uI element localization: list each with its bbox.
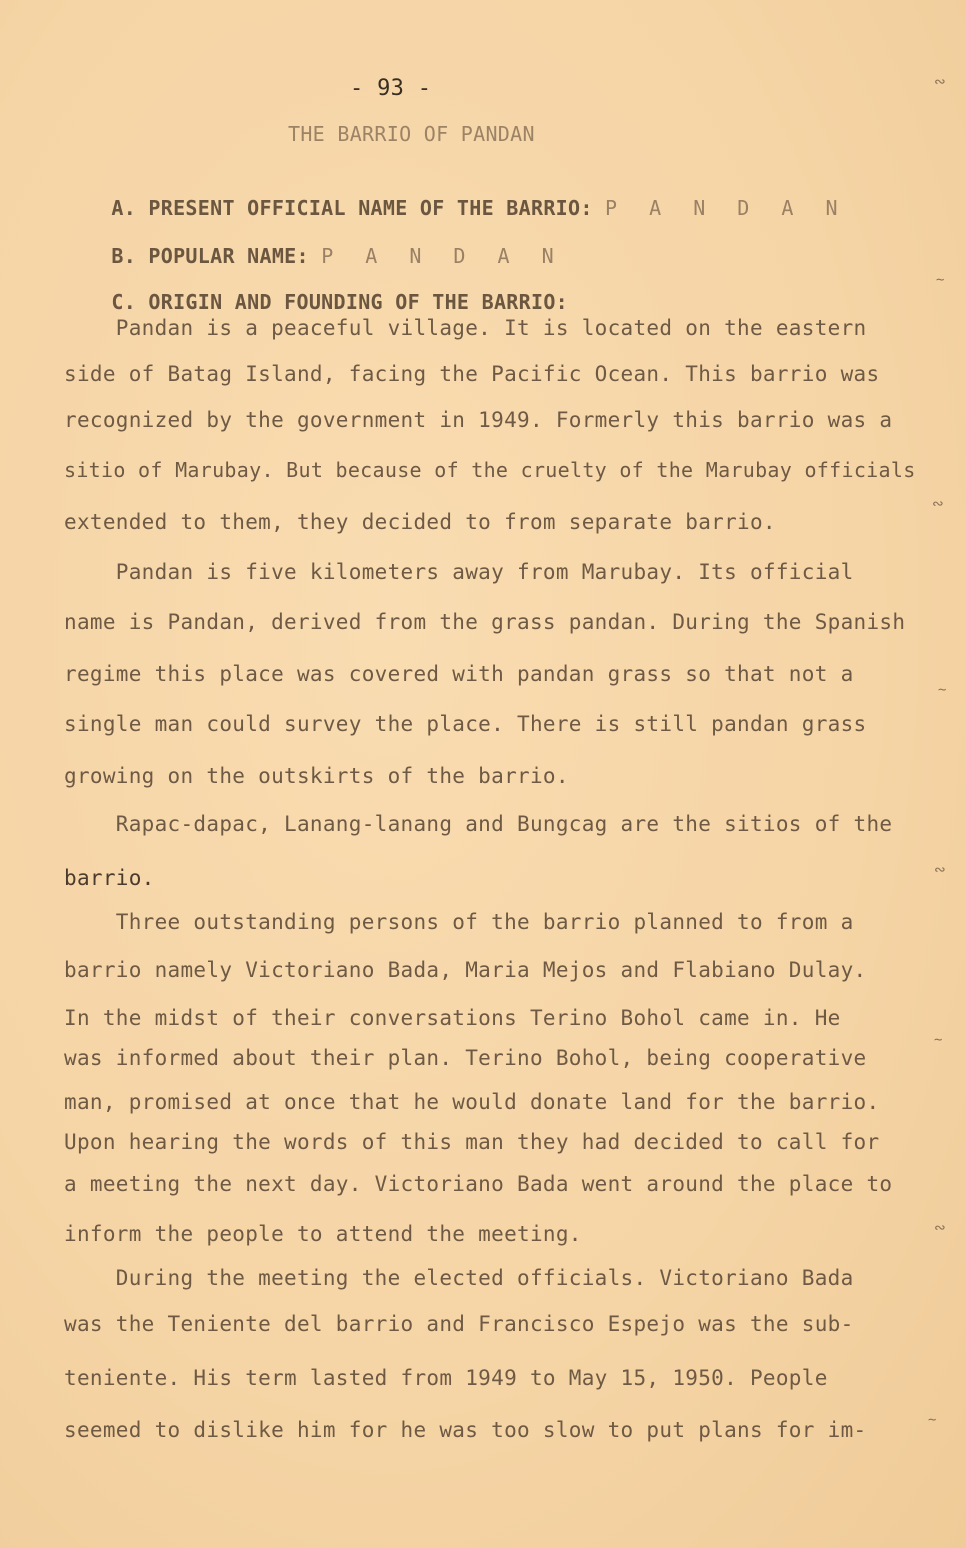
body-line: In the midst of their conversations Terino Bohol came in. He: [64, 1006, 841, 1030]
page-number: - 93 -: [350, 76, 432, 101]
body-line: growing on the outskirts of the barrio.: [64, 764, 569, 788]
margin-mark: ∾: [934, 74, 946, 90]
body-line: Rapac-dapac, Lanang-lanang and Bungcag are the sitios of the: [64, 812, 893, 836]
body-line: regime this place was covered with pandan grass so that not a: [64, 662, 854, 686]
body-line: recognized by the government in 1949. Formerly this barrio was a: [64, 408, 893, 432]
body-line: Pandan is a peaceful village. It is located on the eastern: [64, 316, 867, 340]
margin-mark: ∾: [934, 1220, 946, 1236]
body-line: barrio.: [64, 866, 155, 890]
body-line: Upon hearing the words of this man they had decided to call for: [64, 1130, 880, 1154]
margin-mark: ∼: [928, 1412, 937, 1428]
body-line: barrio namely Victoriano Bada, Maria Mejos and Flabiano Dulay.: [64, 958, 867, 982]
heading-label: POPULAR NAME:: [148, 244, 309, 268]
margin-mark: ∾: [934, 862, 946, 878]
heading-prefix: C.: [111, 290, 137, 314]
margin-mark: ∼: [936, 272, 945, 288]
body-line: a meeting the next day. Victoriano Bada went around the place to: [64, 1172, 893, 1196]
heading-value: P A N D A N: [321, 244, 564, 268]
body-line: During the meeting the elected officials. Victoriano Bada: [64, 1266, 854, 1290]
body-line: Pandan is five kilometers away from Marubay. Its official: [64, 560, 854, 584]
body-line: seemed to dislike him for he was too slow to put plans for im-: [64, 1418, 867, 1442]
body-line: side of Batag Island, facing the Pacific Ocean. This barrio was: [64, 362, 880, 386]
margin-mark: ∾: [932, 496, 944, 512]
heading-prefix: A.: [111, 196, 137, 220]
heading-label: ORIGIN AND FOUNDING OF THE BARRIO:: [148, 290, 569, 314]
body-line: inform the people to attend the meeting.: [64, 1222, 582, 1246]
body-line: extended to them, they decided to from separate barrio.: [64, 510, 776, 534]
margin-mark: ∼: [934, 1032, 943, 1048]
heading-value: P A N D A N: [605, 196, 848, 220]
heading-label: PRESENT OFFICIAL NAME OF THE BARRIO:: [148, 196, 593, 220]
body-line: single man could survey the place. There is still pandan grass: [64, 712, 867, 736]
body-line: man, promised at once that he would donate land for the barrio.: [64, 1090, 880, 1114]
body-line: name is Pandan, derived from the grass pandan. During the Spanish: [64, 610, 906, 634]
body-line: was informed about their plan. Terino Bohol, being cooperative: [64, 1046, 867, 1070]
body-line: Three outstanding persons of the barrio planned to from a: [64, 910, 854, 934]
margin-mark: ∼: [938, 682, 947, 698]
page-title: THE BARRIO OF PANDAN: [288, 122, 535, 146]
body-line: teniente. His term lasted from 1949 to May 15, 1950. People: [64, 1366, 828, 1390]
heading-prefix: B.: [111, 244, 137, 268]
body-line: was the Teniente del barrio and Francisco Espejo was the sub-: [64, 1312, 854, 1336]
body-line: sitio of Marubay. But because of the cruelty of the Marubay officials: [64, 458, 916, 482]
